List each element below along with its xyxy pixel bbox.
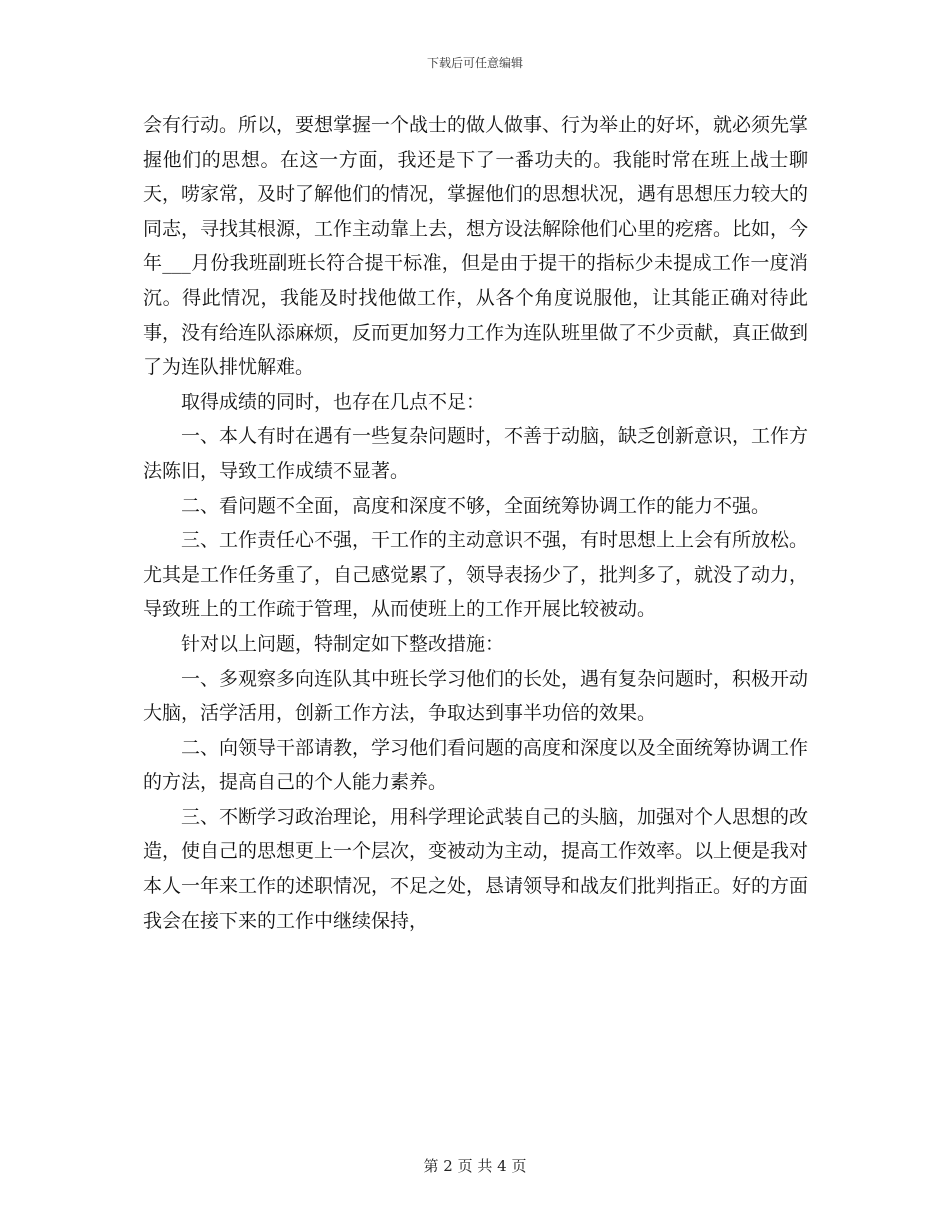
body-text [143,108,808,938]
paragraph-measure-1: 一、多观察多向连队其中班长学习他们的长处，遇有复杂问题时，积极开动大脑，活学活用，创新工作方法，争取达到事半功倍的效果。 [143,667,809,725]
paragraph-measures-intro: 针对以上问题，特制定如下整改措施： [181,632,505,655]
paragraph-shortcoming-2: 二、看问题不全面，高度和深度不够，全面统筹协调工作的能力不强。 [181,494,771,517]
paragraph-shortcomings-intro: 取得成绩的同时，也存在几点不足： [181,390,486,413]
paragraph-shortcoming-1: 一、本人有时在遇有一些复杂问题时，不善于动脑，缺乏创新意识，工作方法陈旧，导致工作成绩不显著。 [143,425,809,482]
paragraph-measure-3: 三、不断学习政治理论，用科学理论武装自己的头脑，加强对个人思想的改造，使自己的思想更上一个层次，变被动为主动，提高工作效率。以上便是我对本人一年来工作的述职情况，不足之处，恳请领导和战友们批判指正。好的方面我会在接下来的工作中继续保持， [143,805,809,932]
paragraph-continuation: 会有行动。所以，要想掌握一个战士的做人做事、行为举止的好坏，就必须先掌握他们的思想。在这一方面，我还是下了一番功夫的。我能时常在班上战士聊天，唠家常，及时了解他们的情况，掌握他们的思想状况，遇有思想压力较大的同志，寻找其根源，工作主动靠上去，想方设法解除他们心里的疙瘩。比如，今年___月份我班副班长符合提干标准，但是由于提干的指标少未提成工作一度消沉。得此情况，我能及时找他做工作，从各个角度说服他，让其能正确对待此事，没有给连队添麻烦，反而更加努力工作为连队班里做了不少贡献，真正做到了为连队排忧解难。 [143,114,809,379]
page-number: 第 2 页 共 4 页 [423,1157,527,1175]
paragraph-shortcoming-3: 三、工作责任心不强，干工作的主动意识不强，有时思想上上会有所放松。尤其是工作任务重了，自己感觉累了，领导表扬少了，批判多了，就没了动力，导致班上的工作疏于管理，从而使班上的工作开展比较被动。 [143,529,809,621]
header-note: 下载后可任意编辑 [426,56,523,70]
paragraph-measure-2: 二、向领导干部请教，学习他们看问题的高度和深度以及全面统筹协调工作的方法，提高自己的个人能力素养。 [143,736,809,794]
